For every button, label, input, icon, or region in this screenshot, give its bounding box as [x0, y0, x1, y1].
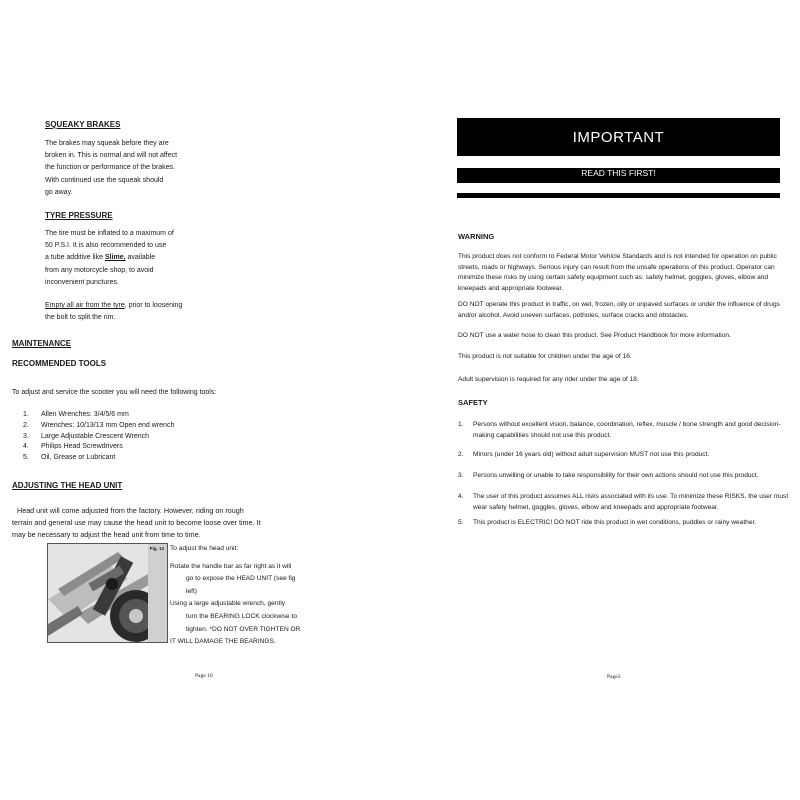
tools-intro: To adjust and service the scooter you will need the following tools:	[12, 389, 217, 396]
list-text: Minors (under 16 years old) without adult supervision MUST not use this product.	[473, 451, 710, 458]
list-number: 3.	[458, 472, 464, 479]
list-text: Allen Wrenches: 3/4/5/6 mm	[41, 411, 129, 418]
text-line	[45, 300, 182, 312]
list-number: 3.	[23, 432, 29, 440]
text-line: inconvenient punctures.	[45, 278, 119, 286]
text-line: go away.	[45, 188, 73, 196]
list-number: 5.	[23, 454, 29, 462]
list-number: 2.	[458, 451, 464, 458]
warning-heading: WARNING	[458, 232, 495, 241]
list-item	[23, 421, 174, 432]
text-line: With continued use the squeak should	[45, 176, 164, 184]
text-span-underlined: Empty all air from the tyre	[45, 302, 125, 309]
text-line: IT WILL DAMAGE THE BEARINGS.	[170, 638, 276, 646]
list-item	[458, 491, 790, 513]
empty-air-text	[45, 300, 182, 324]
warning-paragraph: This product is not suitable for children under the age of 16.	[458, 353, 632, 360]
warning-paragraph: DO NOT use a water hose to clean this product. See Product Handbook for more information.	[458, 332, 731, 339]
text-line: turn the BEARING LOCK clockwise to	[186, 612, 298, 620]
text-span: , prior to loosening	[124, 302, 183, 309]
right-page	[400, 0, 800, 800]
list-text: Persons unwilling or unable to take responsibility for their own actions should not use this product.	[473, 472, 759, 479]
text-line: Head unit will come adjusted from the factory. However, riding on rough	[17, 506, 244, 515]
list-number: 4.	[458, 493, 464, 500]
scooter-head-unit-figure	[47, 543, 168, 643]
text-line: 50 P.S.I. It is also recommended to use	[45, 242, 167, 250]
figure-label: Fig. 13	[149, 546, 164, 551]
list-item	[458, 449, 790, 460]
list-text: Persons without excellent vision, balance, coordination, reflex, muscle / bone strength and good decision-making capabilities should not use this product.	[473, 421, 781, 439]
text-line: may be necessary to adjust the head unit from time to time.	[12, 530, 201, 540]
head-unit-steps	[170, 543, 300, 649]
squeaky-brakes-heading: SQUEAKY BRAKES	[45, 120, 121, 129]
page-number: Page 10	[195, 673, 213, 679]
text-line	[45, 252, 174, 264]
list-text: Wrenches: 10/13/13 mm Open end wrench	[41, 421, 175, 429]
list-number: 2.	[23, 421, 29, 429]
text-line: the bolt to split the rim.	[45, 314, 116, 322]
list-item	[23, 442, 174, 453]
list-item	[458, 470, 790, 481]
list-item	[458, 419, 790, 441]
list-number: 4.	[23, 443, 29, 451]
text-line: Rotate the handle bar as far right as it will	[170, 562, 292, 570]
recommended-tools-heading: RECOMMENDED TOOLS	[12, 359, 107, 368]
adjusting-head-unit-heading: ADJUSTING THE HEAD UNIT	[12, 481, 123, 490]
text-line: terrain and general use may cause the head unit to become loose over time. It	[12, 518, 261, 528]
text-line: To adjust the head unit:	[170, 545, 239, 552]
text-span: a tube additive like	[45, 254, 105, 262]
text-line: The tire must be inflated to a maximum of	[45, 230, 174, 237]
list-number: 1.	[458, 421, 464, 428]
list-item	[458, 517, 790, 528]
warning-paragraph: Adult supervision is required for any rider under the age of 18.	[458, 376, 639, 383]
text-span: available	[125, 254, 156, 262]
list-text: Oil, Grease or Lubricant	[41, 454, 116, 462]
squeaky-brakes-text	[45, 138, 177, 199]
list-item	[23, 453, 174, 464]
important-banner: IMPORTANT	[457, 118, 780, 156]
text-line: The brakes may squeak before they are	[45, 140, 169, 147]
list-number: 5.	[458, 519, 464, 526]
text-line: go to expose the HEAD UNIT (see fig	[186, 575, 296, 583]
page-number: Page3	[607, 674, 621, 680]
list-text: The user of this product assumes ALL risks associated with its use. To minimize these RISKS, the user must wear safety helmet, goggles, gloves, elbow and kneepads and appropriate footwear.	[473, 493, 789, 511]
list-item	[23, 410, 174, 421]
warning-paragraph: This product does not conform to Federal Motor Vehicle Standards and is not intended for operation on public streets, roads or highways. Serious injury can result from the unsafe operations of this product. Operator can minimize these risks by using certain safety equipment such as: safety helmet, goggles, gloves, elbow and kneepads and appropriate footwear.	[458, 253, 777, 292]
text-line: left)	[186, 587, 197, 595]
list-number: 1.	[23, 411, 29, 418]
list-text: Large Adjustable Crescent Wrench	[41, 432, 150, 440]
tools-list	[23, 410, 174, 464]
list-item	[23, 432, 174, 443]
read-this-first-banner: READ THIS FIRST!	[457, 168, 780, 183]
maintenance-heading: MAINTENANCE	[12, 339, 72, 348]
tyre-pressure-text	[45, 228, 174, 289]
safety-heading: SAFETY	[458, 398, 488, 407]
text-line: from any motorcycle shop, to avoid	[45, 266, 154, 274]
list-text: Philips Head Screwdrivers	[41, 443, 123, 451]
divider	[457, 193, 780, 198]
head-unit-text	[12, 505, 261, 542]
tyre-pressure-heading: TYRE PRESSURE	[45, 211, 113, 220]
text-line: Using a large adjustable wrench, gently	[170, 600, 286, 608]
text-line: the function or performance of the brakes.	[45, 164, 175, 172]
list-text: This product is ELECTRIC! DO NOT ride this product in wet conditions, puddles or rainy weather.	[473, 519, 757, 526]
text-line: broken in. This is normal and will not affect	[45, 152, 178, 160]
warning-paragraph: DO NOT operate this product in traffic, on wet, frozen, oily or unpaved surfaces or under the influence of drugs and/or alcohol. Avoid uneven surfaces, potholes, surface cracks and obstacles.	[458, 301, 780, 319]
text-line: tighten. *DO NOT OVER TIGHTEN OR	[186, 625, 301, 633]
scooter-head-unit-image	[48, 544, 167, 642]
slime-product-name: Slime,	[104, 254, 126, 262]
